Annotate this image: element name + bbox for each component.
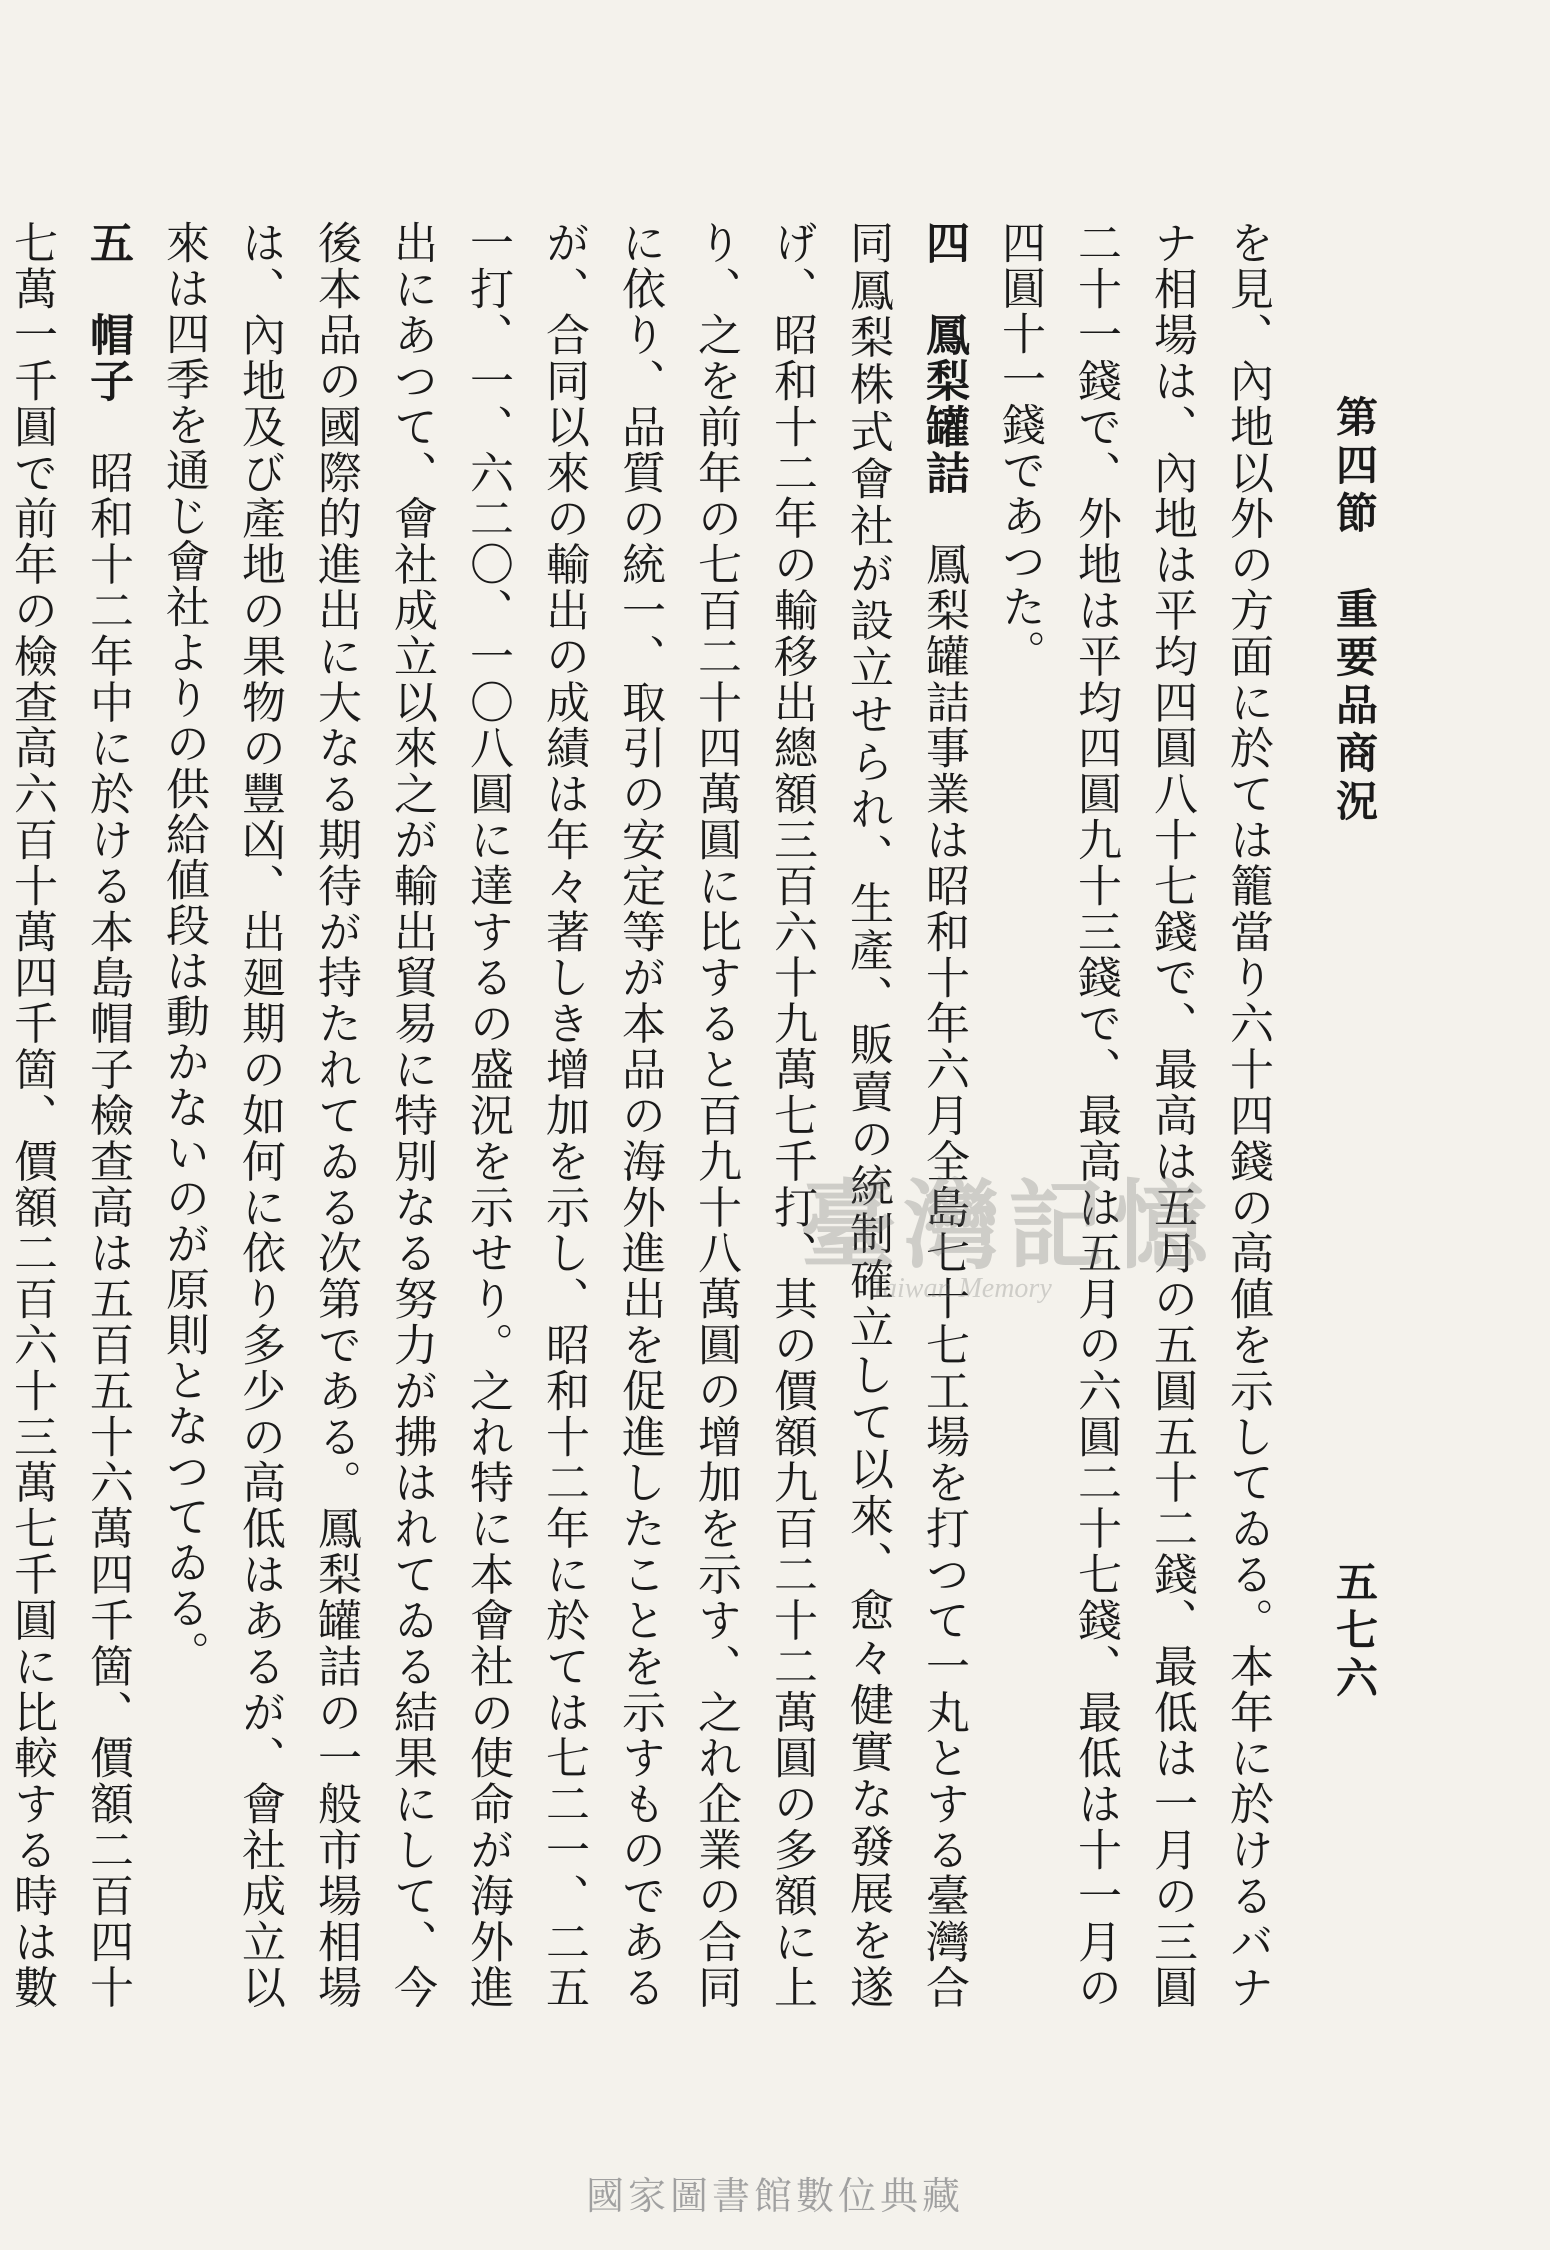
footer-credit: 國家圖書館數位典藏	[585, 2174, 964, 2218]
page-number: 五七六	[1330, 1560, 1379, 1704]
section-pineapple	[145, 220, 981, 2010]
section-text-hats: 昭和十二年中に於ける本島帽子檢查高は五百五十六萬四千箇、價額二百四十七萬一千圓で前年の檢查高六百十萬四千箇、價額二百六十三萬七千圓に比較する時は數	[6, 220, 133, 2011]
section-heading-pineapple: 四 鳳梨罐詰	[918, 220, 969, 496]
body-text	[6, 220, 1285, 2011]
watermark-cjk-text: 臺灣記憶	[800, 1169, 1216, 1282]
watermark-en-text: Taiwan Memory	[870, 1273, 1052, 1304]
section-text-pineapple: 鳳梨罐詰事業は昭和十年六月全島七十七工場を打つて一丸とする臺灣合同鳳梨株式會社が設立せられ、生產、販賣の統制確立して以來、愈々健實な發展を遂げ、昭和十二年の輸移出總額三百六十九萬七千打、其の價額九百二十二萬圓の多額に上り、之を前年の七百二十四萬圓に比すると百九十八萬圓の增加を示す、之れ企業の合同に依り、品質の統一、取引の安定等が本品の海外進出を促進したことを示すものであるが、合同以來の輸出の成績は年々著しき增加を示し、昭和十二年に於ては七二一、二五一打、一、六二〇、一〇八圓に達するの盛況を示せり。之れ特に本會社の使命が海外進出にあつて、會社成立以來之が輸出貿易に特別なる努力が拂はれてゐる結果にして、今後本品の國際的進出に大なる期待が持たれてゐる次第である。鳳梨罐詰の一般市場相場は、內地及び產地の果物の豐凶、出廻期の如何に依り多少の高低はあるが、會社成立以來は四季を通じ會社よりの供給値段は動かないのが原則となつてゐる。	[158, 220, 969, 2011]
paragraph-banana-prices: を見、內地以外の方面に於ては籠當り六十四錢の高値を示してゐる。本年に於けるバナナ相場は、內地は平均四圓八十七錢で、最高は五月の五圓五十二錢、最低は一月の三圓二十一錢で、外地は平均四圓九十三錢で、最高は五月の六圓二十七錢、最低は十一月の四圓十一錢であつた。	[994, 220, 1273, 2010]
running-header-title: 第四節 重要品商況	[1330, 395, 1379, 827]
section-heading-hats: 五 帽子	[82, 220, 133, 404]
section-hats	[0, 220, 145, 2010]
